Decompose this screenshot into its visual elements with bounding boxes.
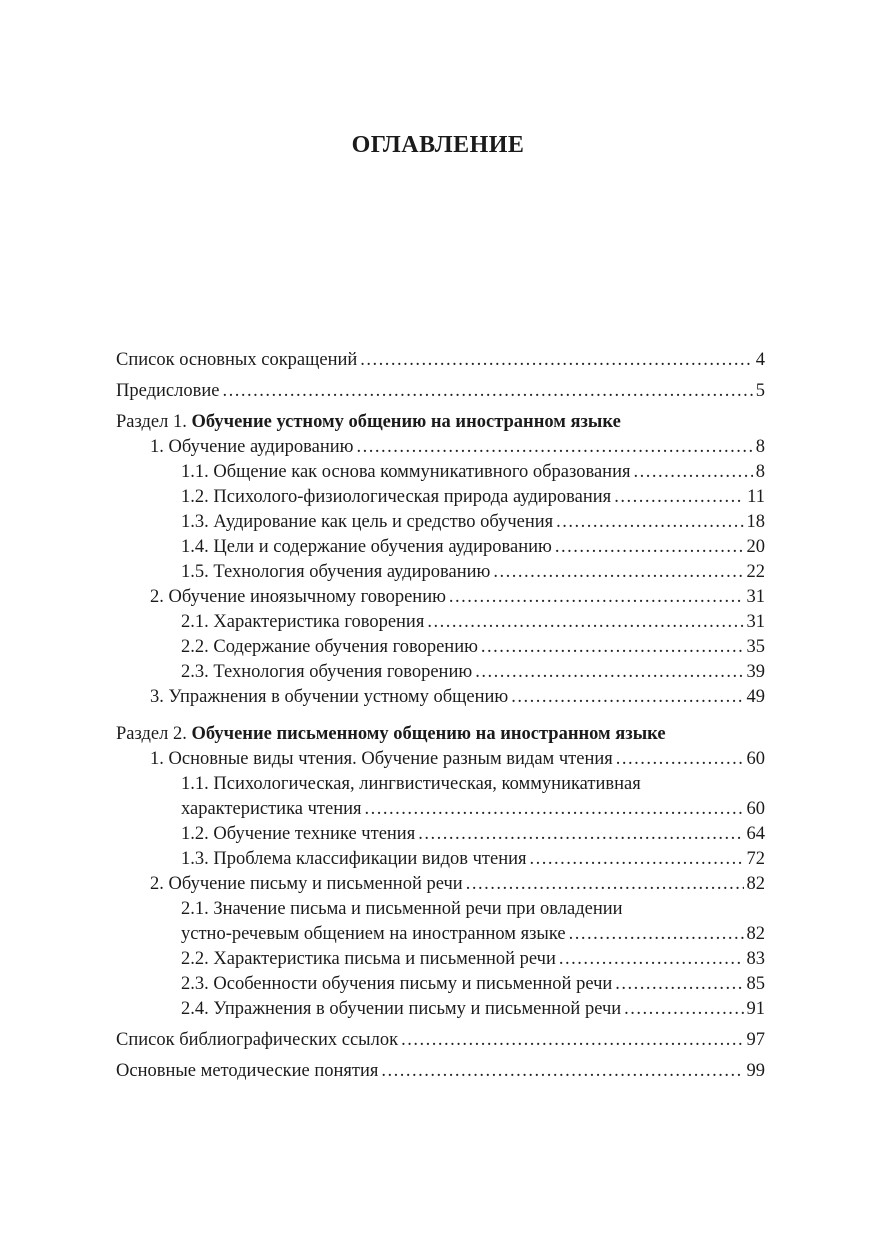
dot-leader [449, 585, 744, 610]
toc-entry-label: 2. Обучение письму и письменной речи [150, 874, 463, 894]
toc-entry [181, 997, 765, 1022]
toc-entry-preface [116, 379, 765, 404]
toc-entry [181, 460, 765, 485]
toc-entry [181, 510, 765, 535]
toc-entry-page: 20 [746, 537, 765, 557]
toc-entry-label: 2.4. Упражнения в обучении письму и письменной речи [181, 999, 622, 1019]
toc-entry [150, 872, 765, 897]
toc-entry-label: 2.1. Значение письма и письменной речи при овладении [181, 899, 623, 919]
toc-entry [181, 922, 765, 947]
toc-entry-label: Список библиографических ссылок [116, 1030, 399, 1050]
toc-entry-label: Основные методические понятия [116, 1061, 379, 1081]
toc-entry-bibliography [116, 1028, 765, 1053]
toc-section-1-heading [116, 410, 765, 435]
toc-entry-page: 82 [746, 924, 765, 944]
toc-entry-label: Предисловие [116, 381, 220, 401]
toc-entry-page: 72 [746, 849, 765, 869]
toc-entry-label: 2.2. Характеристика письма и письменной речи [181, 949, 556, 969]
toc-entry [181, 847, 765, 872]
dot-leader [555, 535, 744, 560]
dot-leader [427, 610, 743, 635]
toc-entry-label: 3. Упражнения в обучении устному общению [150, 687, 509, 707]
toc-entry-page: 60 [746, 799, 765, 819]
dot-leader [418, 822, 743, 847]
dot-leader [381, 1059, 743, 1084]
toc-entry [181, 485, 765, 510]
toc-entry-label: 1.5. Технология обучения аудированию [181, 562, 491, 582]
toc-entry [181, 610, 765, 635]
toc-entry-page: 49 [746, 687, 765, 707]
toc-entry-label: 1.4. Цели и содержание обучения аудированию [181, 537, 552, 557]
toc-entry-page: 8 [755, 462, 765, 482]
toc-entry-label: 1.2. Психолого-физиологическая природа аудирования [181, 487, 612, 507]
dot-leader [556, 510, 743, 535]
toc-entry [181, 535, 765, 560]
dot-leader [615, 972, 743, 997]
toc-entry-page: 18 [746, 512, 765, 532]
toc-entry [150, 747, 765, 772]
toc-entry-label: 1. Основные виды чтения. Обучение разным видам чтения [150, 749, 613, 769]
toc-entry-page: 35 [746, 637, 765, 657]
section-prefix: Раздел 2. [116, 724, 192, 744]
toc-entry-page: 5 [755, 381, 765, 401]
toc-entry-label: 1.2. Обучение технике чтения [181, 824, 416, 844]
dot-leader [616, 747, 744, 772]
toc-entry-page: 91 [746, 999, 765, 1019]
toc-entry-page: 31 [746, 587, 765, 607]
toc-entry-page: 99 [746, 1061, 765, 1081]
dot-leader [493, 560, 743, 585]
section-prefix: Раздел 1. [116, 412, 192, 432]
section-title: Обучение письменному общению на иностранном языке [191, 724, 666, 744]
dot-leader [569, 922, 744, 947]
toc-entry-label: 2. Обучение иноязычному говорению [150, 587, 446, 607]
toc-entry [181, 972, 765, 997]
toc-entry-label: 2.1. Характеристика говорения [181, 612, 425, 632]
toc-entry-wrapped-line [181, 772, 765, 797]
toc-entry-wrapped-line [181, 897, 765, 922]
toc-entry-label: Список основных сокращений [116, 350, 358, 370]
toc-entry-page: 82 [746, 874, 765, 894]
dot-leader [401, 1028, 743, 1053]
dot-leader [530, 847, 744, 872]
toc-entry-label: 1. Обучение аудированию [150, 437, 354, 457]
dot-leader [481, 635, 744, 660]
dot-leader [222, 379, 752, 404]
toc-entry-page: 22 [746, 562, 765, 582]
toc-entry-page: 8 [755, 437, 765, 457]
toc-entry-label: устно-речевым общением на иностранном языке [181, 924, 566, 944]
toc-entry [181, 947, 765, 972]
toc-entry-page: 83 [746, 949, 765, 969]
section-title: Обучение устному общению на иностранном языке [191, 412, 621, 432]
toc-entry-page: 64 [746, 824, 765, 844]
toc-entry-label: 1.3. Проблема классификации видов чтения [181, 849, 527, 869]
toc-section-2-heading [116, 722, 765, 747]
toc-entry-abbreviations [116, 348, 765, 373]
dot-leader [624, 997, 743, 1022]
toc-entry [181, 822, 765, 847]
dot-leader [614, 485, 744, 510]
dot-leader [365, 797, 744, 822]
toc-entry-glossary [116, 1059, 765, 1084]
toc-entry [150, 685, 765, 710]
dot-leader [356, 435, 752, 460]
toc-entry-label: 1.3. Аудирование как цель и средство обучения [181, 512, 554, 532]
dot-leader [360, 348, 752, 373]
toc-entry-page: 85 [746, 974, 765, 994]
dot-leader [633, 460, 752, 485]
toc-entry-label: характеристика чтения [181, 799, 362, 819]
toc-entry-page: 31 [746, 612, 765, 632]
toc-entry-page: 4 [755, 350, 765, 370]
page-title: ОГЛАВЛЕНИЕ [351, 132, 525, 158]
toc-entry [181, 635, 765, 660]
toc-entry [181, 797, 765, 822]
toc-entry [150, 585, 765, 610]
dot-leader [466, 872, 744, 897]
dot-leader [559, 947, 744, 972]
toc-entry-page: 60 [746, 749, 765, 769]
toc-entry-label: 1.1. Психологическая, лингвистическая, коммуникативная [181, 774, 641, 794]
toc-entry-label: 2.3. Особенности обучения письму и письменной речи [181, 974, 613, 994]
toc-entry-page: 39 [746, 662, 765, 682]
toc-entry-label: 2.2. Содержание обучения говорению [181, 637, 478, 657]
toc-entry-page: 97 [746, 1030, 765, 1050]
toc-entry [181, 660, 765, 685]
dot-leader [475, 660, 743, 685]
toc-entry [150, 435, 765, 460]
toc-entry [181, 560, 765, 585]
dot-leader [511, 685, 743, 710]
toc-entry-label: 1.1. Общение как основа коммуникативного образования [181, 462, 631, 482]
toc-entry-label: 2.3. Технология обучения говорению [181, 662, 473, 682]
toc-entry-page: 11 [747, 487, 765, 507]
